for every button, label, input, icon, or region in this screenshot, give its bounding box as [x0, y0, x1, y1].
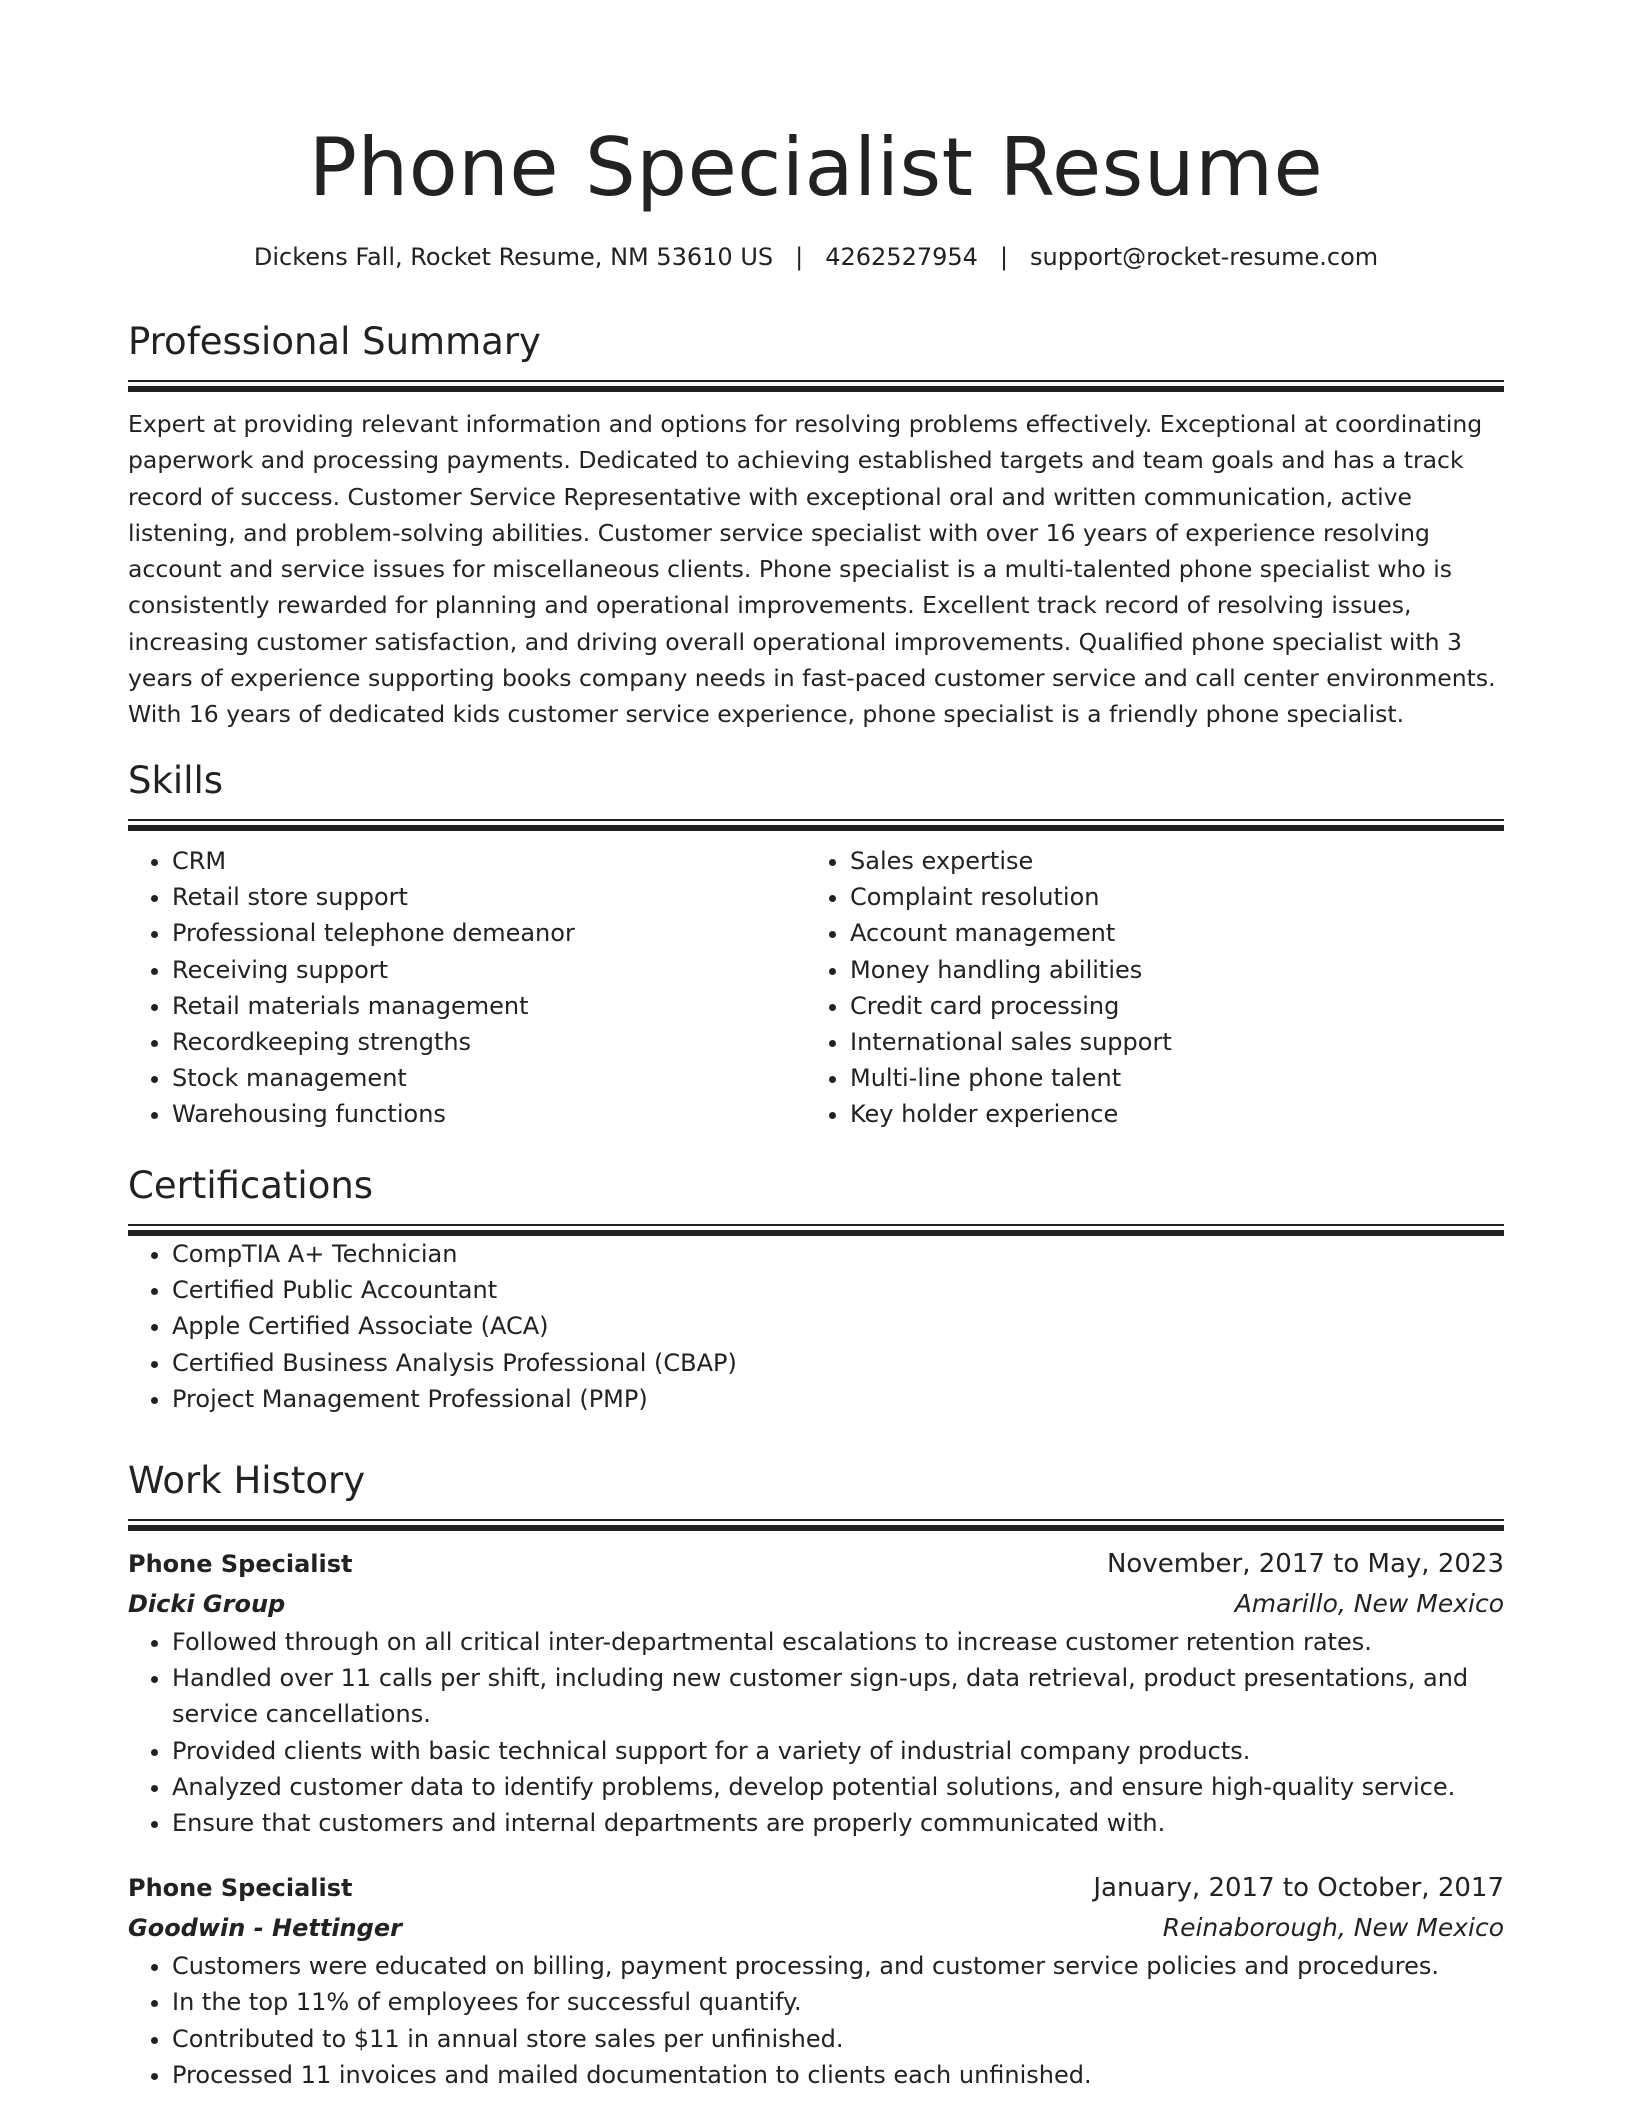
skill-item: • Sales expertise [850, 843, 1484, 879]
skill-item: • Retail materials management [172, 988, 806, 1024]
duty-item: • In the top 11% of employees for successful quantify. [172, 1984, 1504, 2020]
certification-item: • Certified Public Accountant [172, 1272, 1504, 1308]
skill-item: • Stock management [172, 1060, 806, 1096]
job-title: Phone Specialist [128, 1874, 353, 1903]
section-heading: Skills [128, 759, 224, 802]
job-company: Goodwin - Hettinger [128, 1914, 402, 1943]
skill-item: • Recordkeeping strengths [172, 1024, 806, 1060]
contact-email: support@rocket-resume.com [1030, 243, 1379, 271]
job-location: Amarillo, New Mexico [1234, 1589, 1504, 1618]
job-header-row [128, 1545, 1504, 1584]
section-divider [128, 1224, 1504, 1236]
job-company-row [128, 1908, 1504, 1948]
section-divider [128, 380, 1504, 392]
certification-item: • Project Management Professional (PMP) [172, 1381, 1504, 1417]
section-heading: Professional Summary [128, 320, 541, 363]
duty-item: • Customers were educated on billing, payment processing, and customer service policies and procedures. [172, 1948, 1504, 1984]
contact-phone: 4262527954 [825, 243, 978, 271]
summary-section [128, 316, 1504, 733]
skill-item: • Warehousing functions [172, 1096, 806, 1132]
summary-paragraph: Expert at providing relevant information and options for resolving problems effectively. Exceptional at coordinating paperwork and processing payments. Dedicated to achieving established targets and team goals and has a track record of success. Customer Service Representative with exceptional oral and written communication, active listening, and problem-solving abilities. Customer service specialist with over 16 years of experience resolving account and service issues for miscellaneous clients. Phone specialist is a multi-talented phone specialist who is consistently rewarded for planning and operational improvements. Excellent track record of resolving issues, increasing customer satisfaction, and driving overall operational improvements. Qualified phone specialist with 3 years of experience supporting books company needs in fast-paced customer service and call center environments. With 16 years of dedicated kids customer service experience, phone specialist is a friendly phone specialist. [128, 410, 1496, 729]
resume-title: Phone Specialist Resume [308, 121, 1324, 214]
skills-grid [128, 843, 1504, 1133]
certification-item: • Certified Business Analysis Professional (CBAP) [172, 1345, 1504, 1381]
job-company-row [128, 1584, 1504, 1624]
skill-item: • Retail store support [172, 879, 806, 915]
certification-item: • Apple Certified Associate (ACA) [172, 1308, 1504, 1344]
skill-item: • Multi-line phone talent [850, 1060, 1484, 1096]
certification-item: • CompTIA A+ Technician [172, 1236, 1504, 1272]
duty-item: • Followed through on all critical inter-departmental escalations to increase customer retention rates. [172, 1624, 1504, 1660]
job-dates: November, 2017 to May, 2023 [1106, 1549, 1504, 1579]
job-duties [128, 1948, 1504, 2093]
skill-item: • Receiving support [172, 952, 806, 988]
section-heading: Certifications [128, 1164, 374, 1207]
skill-item: • Professional telephone demeanor [172, 915, 806, 951]
contact-separator: | [795, 243, 804, 271]
job-entry [128, 1545, 1504, 1841]
section-divider [128, 1519, 1504, 1531]
duty-item: • Analyzed customer data to identify problems, develop potential solutions, and ensure high-quality service. [172, 1769, 1504, 1805]
skill-item: • Complaint resolution [850, 879, 1484, 915]
certifications-section [128, 1160, 1504, 1417]
job-location: Reinaborough, New Mexico [1162, 1913, 1504, 1943]
job-title: Phone Specialist [128, 1550, 353, 1578]
skills-section [128, 755, 1504, 1133]
skill-item: • Account management [850, 915, 1484, 951]
duty-item: • Provided clients with basic technical support for a variety of industrial company products. [172, 1733, 1504, 1769]
skills-column-left [128, 843, 806, 1133]
duty-item: • Ensure that customers and internal departments are properly communicated with. [172, 1805, 1504, 1841]
contact-address: Dickens Fall, Rocket Resume, NM 53610 US [253, 243, 774, 271]
job-duties [128, 1624, 1504, 1841]
job-header-row [128, 1869, 1504, 1908]
duty-item: • Contributed to $11 in annual store sales per unfinished. [172, 2021, 1504, 2057]
section-divider [128, 819, 1504, 831]
contact-line [128, 238, 1504, 276]
job-company: Dicki Group [128, 1590, 286, 1618]
skill-item: • Money handling abilities [850, 952, 1484, 988]
skill-item: • Key holder experience [850, 1096, 1484, 1132]
contact-separator: | [999, 243, 1009, 271]
job-dates: January, 2017 to October, 2017 [1093, 1873, 1504, 1904]
skill-item: • CRM [172, 843, 806, 879]
duty-item: • Handled over 11 calls per shift, including new customer sign-ups, data retrieval, product presentations, and service cancellations. [172, 1660, 1504, 1732]
duty-item: • Processed 11 invoices and mailed documentation to clients each unfinished. [172, 2057, 1504, 2093]
job-entry [128, 1869, 1504, 2093]
certification-list [128, 1236, 1504, 1417]
section-heading: Work History [128, 1459, 366, 1502]
skills-column-right [806, 843, 1484, 1133]
skill-item: • Credit card processing [850, 988, 1484, 1024]
work-history-section [128, 1455, 1504, 2093]
skill-item: • International sales support [850, 1024, 1484, 1060]
